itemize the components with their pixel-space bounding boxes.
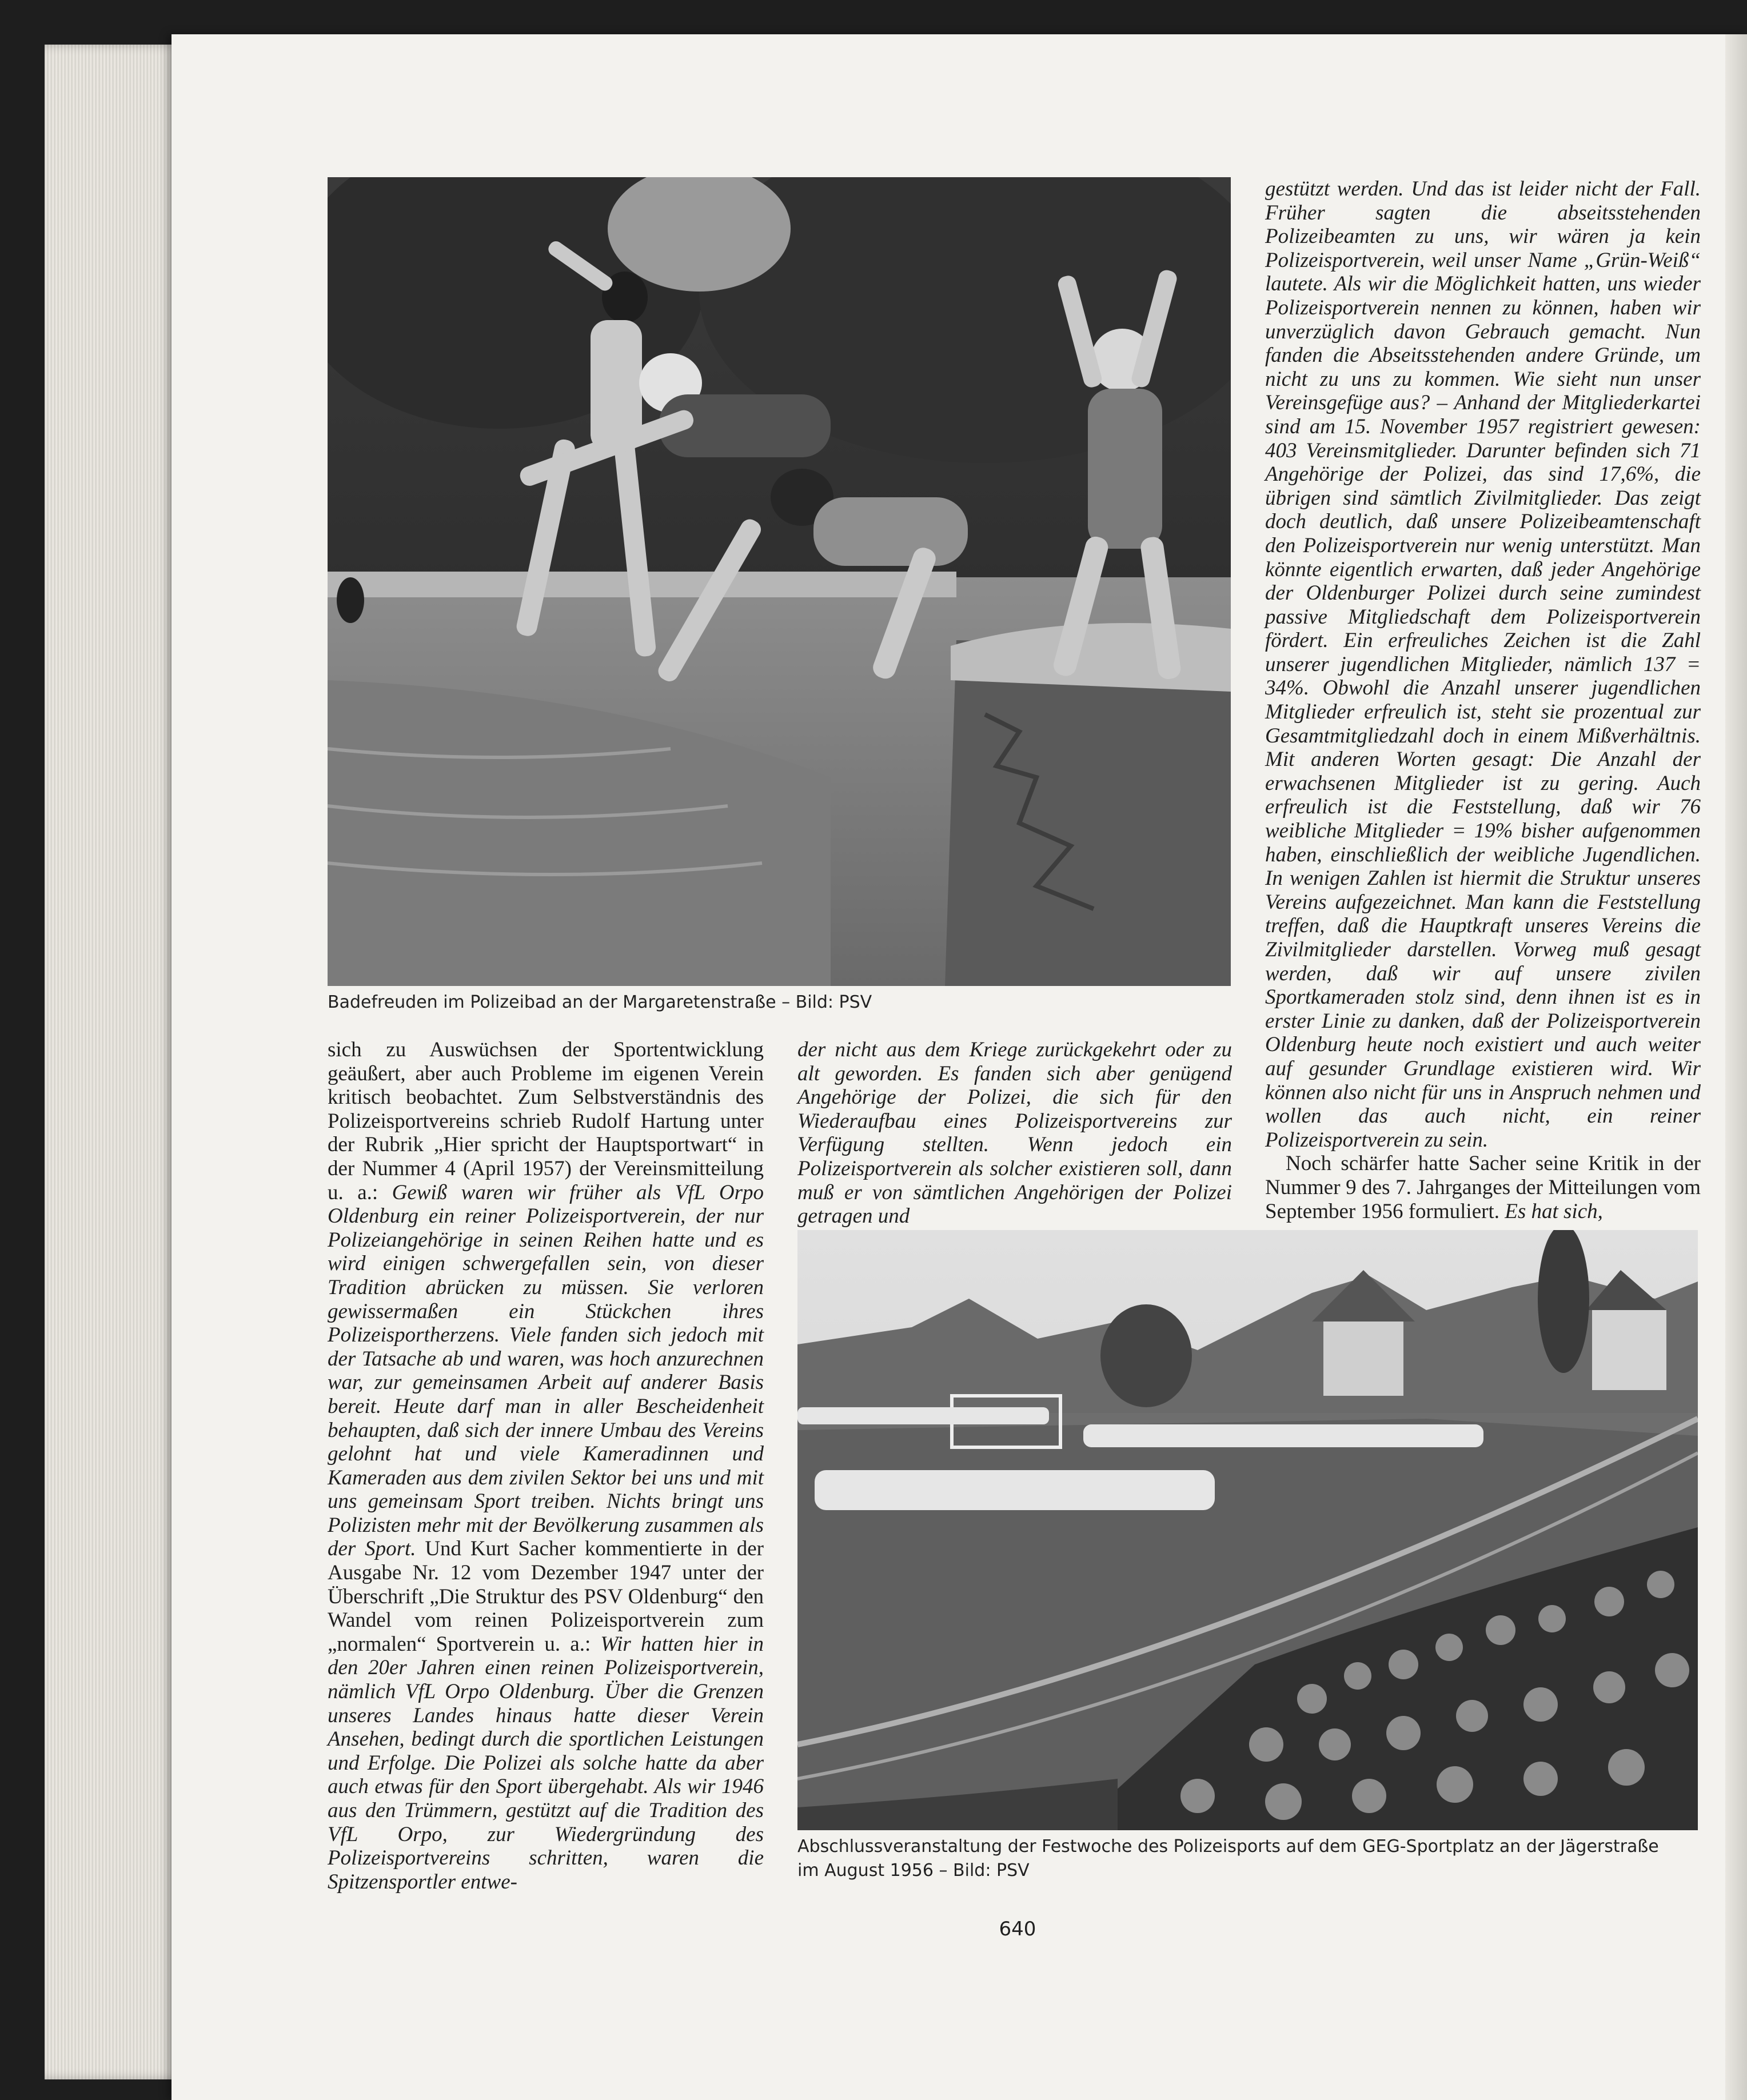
quote-continuation-right: gestützt werden. Und das ist leider nicht der Fall. Früher sagten die abseitsstehenden Polizeibeamten zu uns, wir wären ja kein Polizeisportverein, weil unser Name „Grün-Weiß“ lautete. Als wir die Möglichkeit hatten, uns wieder Polizeisportverein nennen zu können, haben wir unverzüglich davon Gebrauch gemacht. Nun fanden die Abseitsstehenden andere Gründe, um nicht zu uns zu kommen. Wie sieht nun unser Vereinsgefüge aus? – Anhand der Mitgliederkartei sind am 15. November 1957 registriert gewesen: 403 Vereinsmitglieder. Darunter befinden sich 71 Angehörige der Polizei, das sind 17,6%, die übrigen sind sämtlich Zivilmitglieder. Das zeigt doch deutlich, daß unsere Polizeibeamtenschaft den Polizeisportverein nur wenig unterstützt. Man könnte eigentlich erwarten, daß jeder Angehörige der Oldenburger Polizei durch seine zumindest passive Mitgliedschaft dem Polizeisportverein fördert. Ein erfreuliches Zeichen ist die Zahl unserer jugendlichen Mitglieder, nämlich 137 = 34%. Obwohl die Anzahl unserer jugendlichen Mitglieder erfreulich ist, steht sie prozentual zur Gesamtmitgliedzahl doch in einem Mißverhältnis. Mit anderen Worten gesagt: Die Anzahl der erwachsenen Mitglieder ist zu gering. Auch erfreulich ist die Feststellung, daß wir 76 weibliche Mitglieder = 19% bisher aufgenommen haben, einschließlich der weibliche Jugendlichen. In wenigen Zahlen ist hiermit die Struktur unseres Vereins aufgezeichnet. Man kann die Feststellung treffen, daß die Hauptkraft unseres Vereins die Zivilmitglieder darstellen. Vorweg muß gesagt werden, daß wir auf unsere zivilen Sportkameraden stolz sind, denn ihnen ist es in erster Linie zu danken, daß der Polizeisportverein Oldenburg heute noch existiert und auch weiter auf gesunder Grundlage existieren wird. Wir können also nicht für uns in Anspruch nehmen und wollen das auch nicht, ein reiner Polizeisportverein zu sein. bbox=[1265, 177, 1701, 1152]
paragraph-right bbox=[1265, 1152, 1701, 1223]
pool-photo-illustration bbox=[328, 177, 1231, 986]
caption-line-1: Abschlussveranstaltung der Festwoche des Polizeisports auf dem GEG-Sportplatz an der Jägerstraße bbox=[797, 1836, 1659, 1857]
paragraph-left bbox=[328, 1038, 764, 1894]
text-column-middle bbox=[797, 1038, 1232, 1228]
photo-pool-divers bbox=[328, 177, 1231, 986]
photo-sports-field bbox=[797, 1230, 1698, 1830]
page-number: 640 bbox=[999, 1918, 1036, 1941]
text-run: sich zu Auswüchsen der Sportentwicklung geäußert, aber auch Probleme im eigenen Verein kritisch beobachtet. Zum Selbstverständnis des Polizeisportvereins schrieb Rudolf Hartung unter der Rubrik „Hier spricht der Hauptsportwart“ in der Nummer 4 (April 1957) der Vereinsmitteilung u. a.: bbox=[328, 1038, 764, 1204]
quote-hartung: Gewiß waren wir früher als VfL Orpo Oldenburg ein reiner Polizeisportverein, der nur Polizeiangehörige in seinen Reihen hatte und es wird einigen schwergefallen sein, von dieser Tradition abrücken zu müssen. Sie verloren gewissermaßen ein Stückchen ihres Polizeisportherzens. Viele fanden sich jedoch mit der Tatsache ab und waren, was hoch anzurechnen war, zur gemeinsamen Arbeit auf anderer Basis bereit. Heute darf man in aller Bescheidenheit behaupten, daß sich der innere Umbau des Vereins gelohnt hat und viele Kameradinnen und Kameraden aus dem zivilen Sektor bei uns und mit uns gemeinsam Sport treiben. Nichts bringt uns Polizisten mehr mit der Bevölkerung zusammen als der Sport. bbox=[328, 1180, 764, 1561]
quote-continuation: der nicht aus dem Kriege zurückgekehrt oder zu alt geworden. Es fanden sich aber genügend Angehörige der Polizei, die sich für den Wiederaufbau eines Polizeisportvereins zur Verfügung stellten. Wenn jedoch ein Polizeisportverein als solcher existieren soll, dann muß er von sämtlichen Angehörigen der Polizei getragen und bbox=[797, 1038, 1232, 1228]
quote-start: Es hat sich, bbox=[1505, 1199, 1603, 1223]
figure-caption-sports-field bbox=[797, 1835, 1712, 1883]
text-run: Und Kurt Sacher kommentierte in der Ausgabe Nr. 12 vom Dezember 1947 unter der Überschrift „Die Struktur des PSV Oldenburg“ den Wandel vom reinen Polizeisportverein zum „normalen“ Sportverein u. a.: bbox=[328, 1537, 764, 1656]
text-column-right bbox=[1265, 177, 1701, 1223]
field-photo-illustration bbox=[797, 1230, 1698, 1830]
quote-sacher: Wir hatten hier in den 20er Jahren einen reinen Polizeisportverein, nämlich VfL Orpo Oldenburg. Über die Grenzen unseres Landes hinaus hatte dieser Verein Ansehen, bedingt durch die sportlichen Leistungen und Erfolge. Die Polizei als solche hatte da aber auch etwas für den Sport übergehabt. Als wir 1946 aus den Trümmern, gestützt auf die Tradition des VfL Orpo, zur Wiedergründung des Polizeisportvereins schritten, waren die Spitzensportler entwe- bbox=[328, 1632, 764, 1894]
figure-caption-pool: Badefreuden im Polizeibad an der Margaretenstraße – Bild: PSV bbox=[328, 992, 872, 1012]
text-run: Noch schärfer hatte Sacher seine Kritik in der Nummer 9 des 7. Jahrganges der Mitteilungen vom September 1956 formuliert. bbox=[1265, 1152, 1701, 1223]
caption-line-2: im August 1956 – Bild: PSV bbox=[797, 1861, 1030, 1881]
book-page-edges bbox=[45, 45, 182, 2079]
page-fold-shadow bbox=[1725, 34, 1747, 2100]
text-column-left bbox=[328, 1038, 764, 1894]
